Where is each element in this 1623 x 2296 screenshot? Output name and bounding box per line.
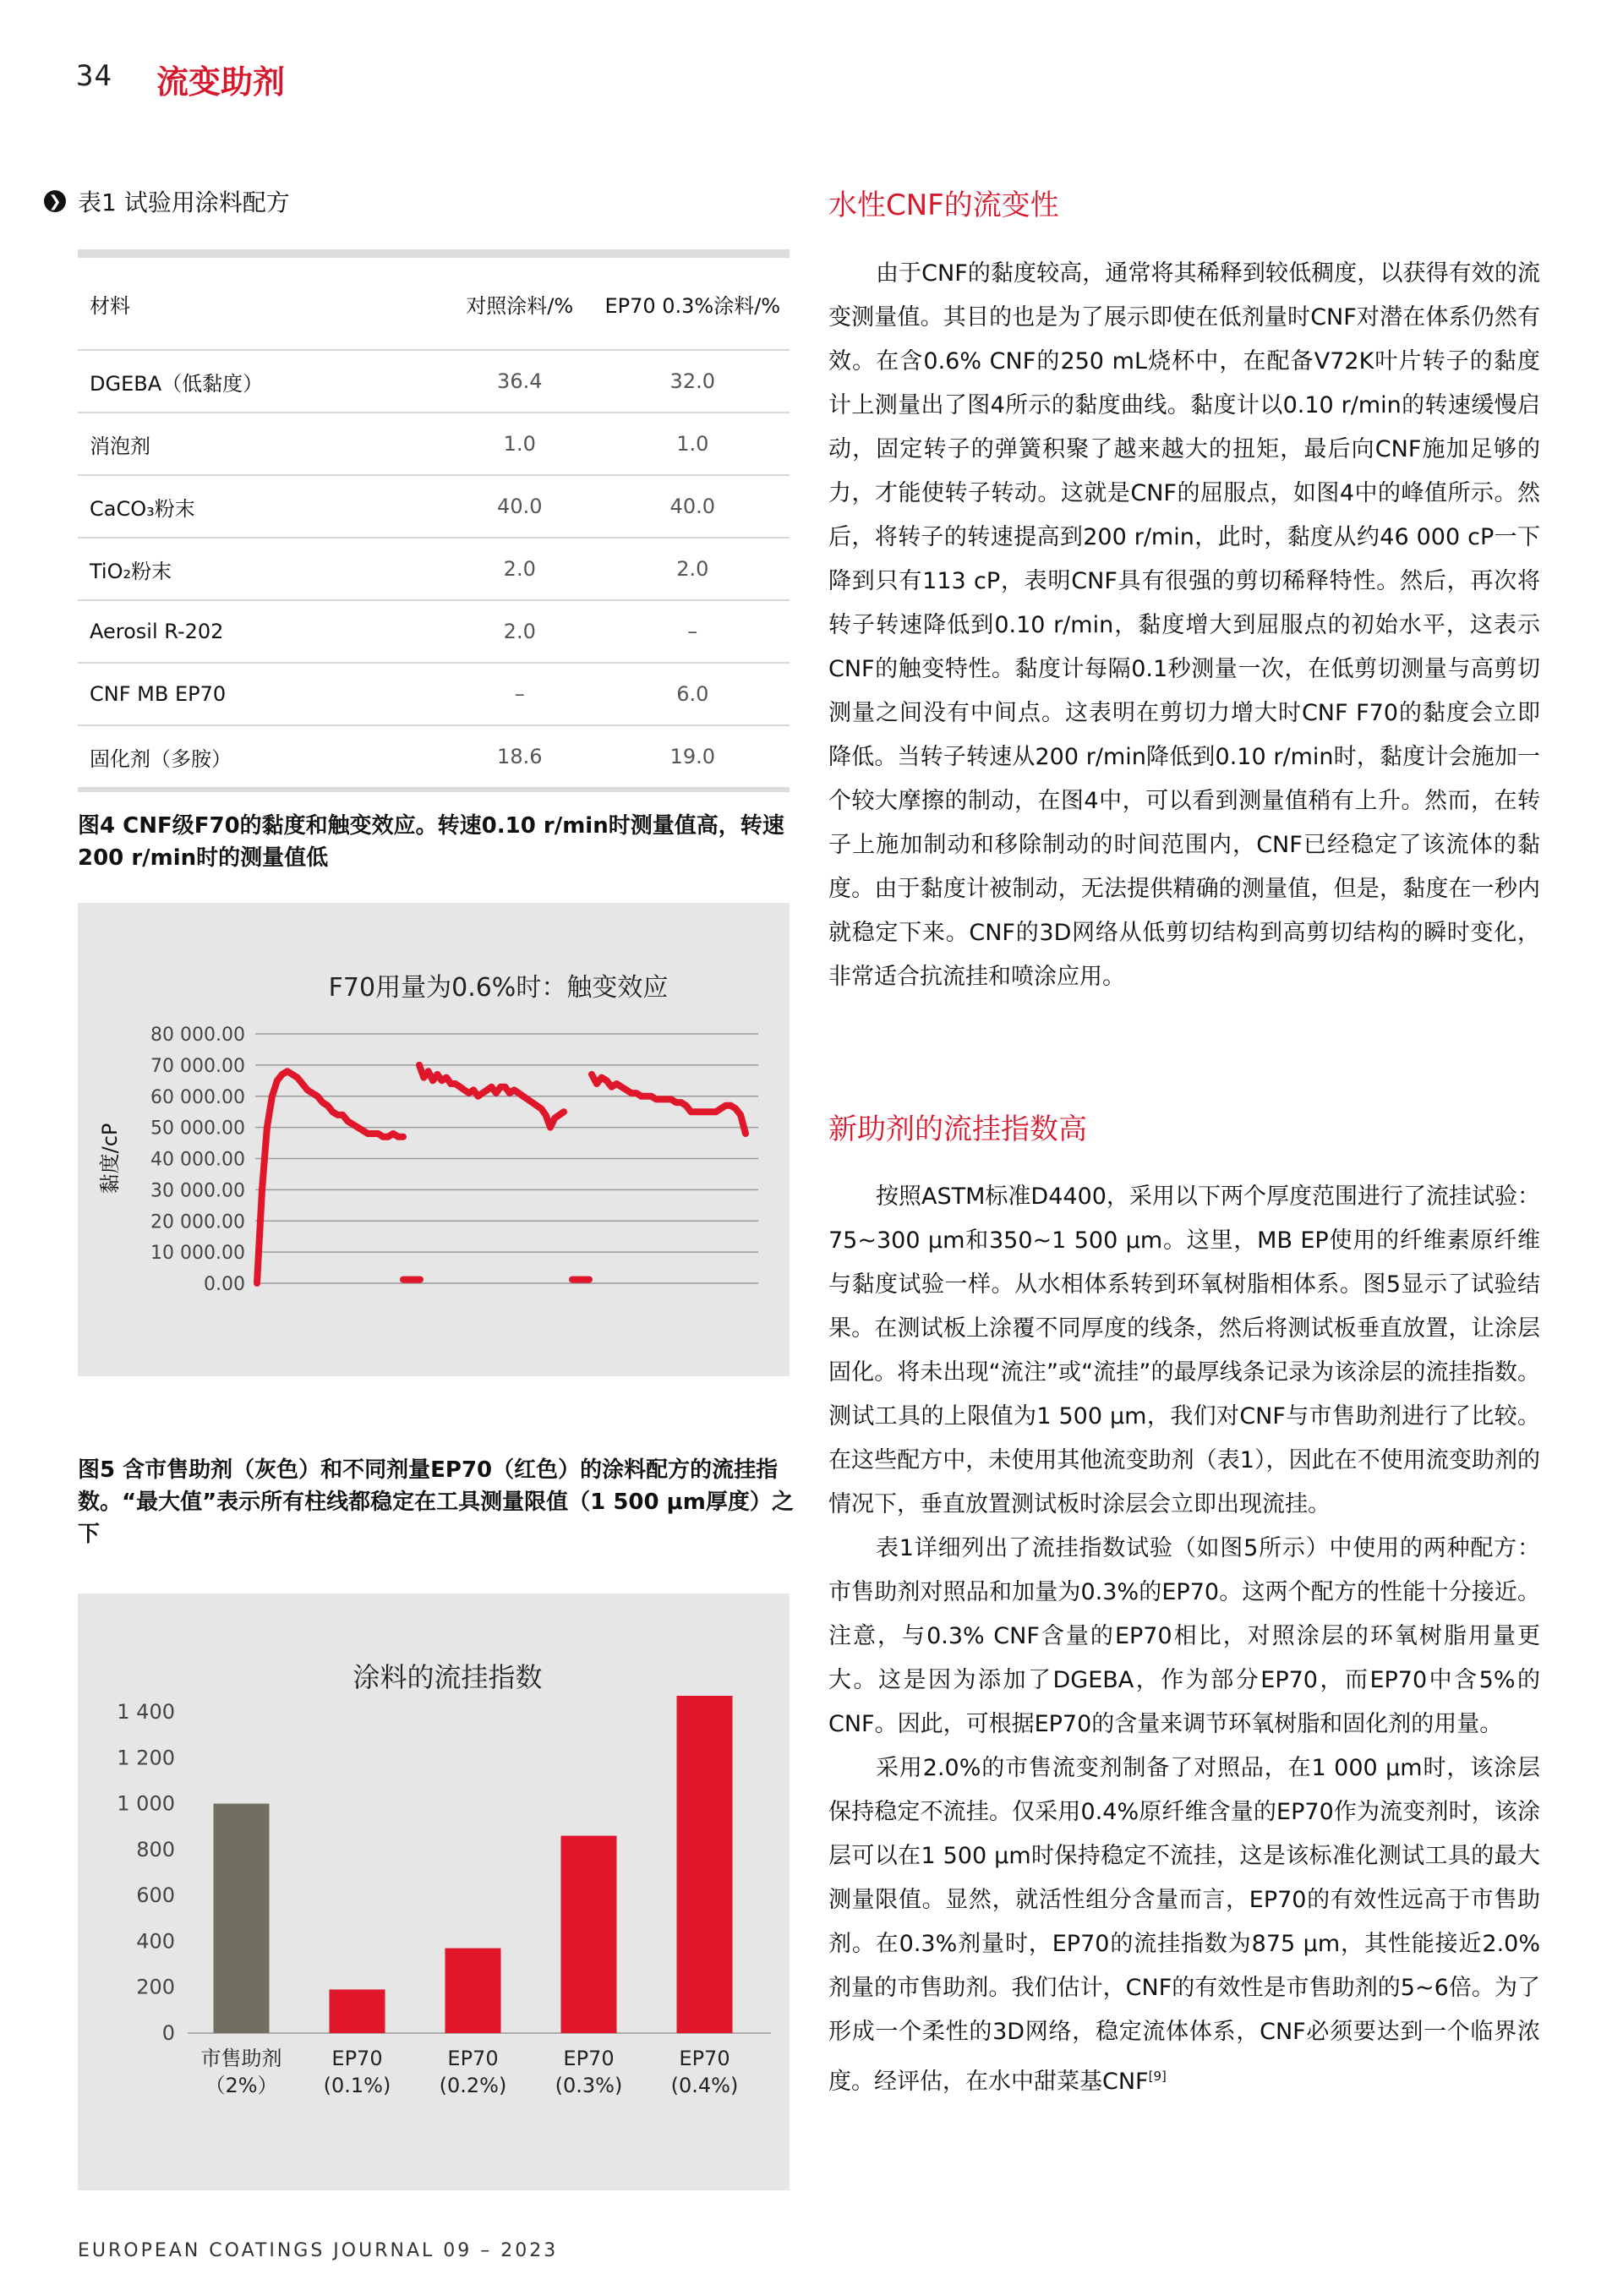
table-row bbox=[78, 476, 790, 538]
table-cell: – bbox=[514, 682, 525, 706]
table-cell: 消泡剂 bbox=[90, 434, 150, 458]
table-caption-text: 表1 试验用涂料配方 bbox=[78, 189, 290, 216]
x-tick-label: EP70 bbox=[331, 2047, 383, 2070]
sag-index-bar-chart bbox=[78, 1594, 790, 2190]
y-tick-label: 70 000.00 bbox=[150, 1055, 245, 1077]
table-cell: 19.0 bbox=[669, 745, 715, 768]
y-tick-label: 20 000.00 bbox=[150, 1211, 245, 1233]
table-cell: 40.0 bbox=[497, 495, 543, 518]
table-cell: Aerosil R-202 bbox=[90, 620, 224, 643]
y-tick-label: 40 000.00 bbox=[150, 1149, 245, 1171]
y-tick-label: 200 bbox=[136, 1975, 175, 1999]
paragraph: 由于CNF的黏度较高，通常将其稀释到较低稠度，以获得有效的流变测量值。其目的也是为了展示即使在低剂量时CNF对潜在体系仍然有效。在含0.6% CNF的250 mL烧杯中，在配备V72K叶片转子的黏度计上测量出了图4所示的黏度曲线。黏度计以0.10 r/min的转速缓慢启动，固定转子的弹簧积聚了越来越大的扭矩，最后向CNF施加足够的力，才能使转子转动。这就是CNF的屈服点，如图4中的峰值所示。然后，将转子的转速提高到200 r/min，此时，黏度从约46 000 cP一下降到只有113 cP，表明CNF具有很强的剪切稀释特性。然后，再次将转子转速降低到0.10 r/min，黏度增大到屈服点的初始水平，这表示CNF的触变特性。黏度计每隔0.1秒测量一次，在低剪切测量与高剪切测量之间没有中间点。这表明在剪切力增大时CNF F70的黏度会立即降低。当转子转速从200 r/min降低到0.10 r/min时，黏度计会施加一个较大摩擦的制动，在图4中，可以看到测量值稍有上升。然而，在转子上施加制动和移除制动的时间范围内，CNF已经稳定了该流体的黏度。由于黏度计被制动，无法提供精确的测量值，但是，黏度在一秒内就稳定下来。CNF的3D网络从低剪切结构到高剪切结构的瞬时变化，非常适合抗流挂和喷涂应用。 bbox=[828, 260, 1540, 990]
bar bbox=[677, 1696, 733, 2033]
section1-title: 水性CNF的流变性 bbox=[828, 189, 1059, 222]
table-row bbox=[78, 726, 790, 787]
bar bbox=[445, 1949, 501, 2033]
chevron-right-icon: ❯ bbox=[44, 190, 66, 212]
figure5-caption: 图5 含市售助剂（灰色）和不同剂量EP70（红色）的涂料配方的流挂指数。“最大值”表示所有柱线都稳定在工具测量限值（1 500 μm厚度）之下 bbox=[78, 1457, 794, 1547]
y-tick-label: 10 000.00 bbox=[150, 1243, 245, 1265]
viscosity-series-line bbox=[592, 1074, 746, 1134]
table-cell: 固化剂（多胺） bbox=[90, 746, 232, 771]
y-tick-label: 0.00 bbox=[204, 1274, 245, 1295]
x-tick-label: (0.1%) bbox=[323, 2074, 391, 2097]
figure5-chart bbox=[78, 1594, 790, 2190]
table-cell: 32.0 bbox=[669, 369, 715, 393]
x-tick-label: (0.4%) bbox=[670, 2074, 739, 2097]
figure4-chart bbox=[78, 903, 790, 1376]
bar bbox=[330, 1989, 385, 2033]
table-cell: 36.4 bbox=[497, 369, 543, 393]
x-tick-label: 市售助剂 bbox=[200, 2047, 282, 2070]
x-tick-label: (0.3%) bbox=[555, 2074, 623, 2097]
table-row bbox=[78, 351, 790, 413]
table-cell: CaCO₃粉末 bbox=[90, 496, 195, 521]
bar bbox=[561, 1836, 617, 2033]
table-cell: 1.0 bbox=[503, 432, 536, 456]
y-tick-label: 1 200 bbox=[117, 1746, 175, 1770]
bar bbox=[214, 1804, 270, 2033]
y-tick-label: 800 bbox=[136, 1837, 175, 1861]
section1-body bbox=[828, 252, 1540, 999]
section2-title: 新助剂的流挂指数高 bbox=[828, 1112, 1087, 1146]
y-tick-label: 1 000 bbox=[117, 1791, 175, 1816]
table-row bbox=[78, 601, 790, 664]
journal-footer: EUROPEAN COATINGS JOURNAL 09 – 2023 bbox=[78, 2240, 559, 2261]
table-cell: 1.0 bbox=[676, 432, 709, 456]
table-caption bbox=[44, 184, 290, 218]
chart-title: 涂料的流挂指数 bbox=[352, 1661, 543, 1693]
table-cell: 2.0 bbox=[503, 620, 536, 643]
y-axis-label: 黏度/cP bbox=[98, 1123, 122, 1194]
table-cell: – bbox=[687, 620, 698, 643]
page-number: 34 bbox=[76, 59, 112, 93]
table-cell: DGEBA（低黏度） bbox=[90, 371, 264, 396]
y-tick-label: 30 000.00 bbox=[150, 1180, 245, 1202]
formulation-table bbox=[78, 249, 790, 792]
section2-body bbox=[828, 1175, 1540, 2104]
y-tick-label: 80 000.00 bbox=[150, 1025, 245, 1046]
y-tick-label: 50 000.00 bbox=[150, 1118, 245, 1140]
table-header-row bbox=[78, 258, 790, 351]
table-row bbox=[78, 538, 790, 601]
figure4-caption: 图4 CNF级F70的黏度和触变效应。转速0.10 r/min时测量值高，转速200 r/min时的测量值低 bbox=[78, 813, 784, 871]
reference-mark: [9] bbox=[1148, 2069, 1167, 2084]
x-tick-label: （2%） bbox=[205, 2074, 278, 2097]
paragraph-text: 采用2.0%的市售流变剂制备了对照品，在1 000 μm时，该涂层保持稳定不流挂。仅采用0.4%原纤维含量的EP70作为流变剂时，该涂层可以在1 500 μm时保持稳定不流挂，这是该标准化测试工具的最大测量限值。显然，就活性组分含量而言，EP70的有效性远高于市售助剂。在0.3%剂量时，EP70的流挂指数为875 μm，其性能接近2.0%剂量的市售助剂。我们估计，CNF的有效性是市售助剂的5~6倍。为了形成一个柔性的3D网络，稳定流体体系，CNF必须要达到一个临界浓度。经评估，在水中甜菜基CNF bbox=[828, 1755, 1540, 2095]
running-title: 流变助剂 bbox=[156, 63, 286, 101]
y-tick-label: 600 bbox=[136, 1883, 175, 1908]
table-cell: TiO₂粉末 bbox=[90, 559, 172, 583]
table-cell: 18.6 bbox=[497, 745, 543, 768]
table-cell: 6.0 bbox=[676, 682, 709, 706]
y-tick-label: 60 000.00 bbox=[150, 1086, 245, 1108]
y-tick-label: 0 bbox=[161, 2021, 175, 2045]
table-cell: 2.0 bbox=[676, 557, 709, 581]
column-header: 对照涂料/% bbox=[466, 293, 574, 318]
chart-title: F70用量为0.6%时：触变效应 bbox=[328, 973, 669, 1003]
x-tick-label: (0.2%) bbox=[439, 2074, 507, 2097]
table-cell: 40.0 bbox=[669, 495, 715, 518]
viscosity-line-chart bbox=[78, 903, 790, 1376]
paragraph: 按照ASTM标准D4400，采用以下两个厚度范围进行了流挂试验：75~300 μm和350~1 500 μm。这里，MB EP使用的纤维素原纤维与黏度试验一样。从水相体系转到环氧树脂相体系。图5显示了试验结果。在测试板上涂覆不同厚度的线条，然后将测试板垂直放置，让涂层固化。将未出现“流注”或“流挂”的最厚线条记录为该涂层的流挂指数。测试工具的上限值为1 500 μm，我们对CNF与市售助剂进行了比较。在这些配方中，未使用其他流变助剂（表1），因此在不使用流变助剂的情况下，垂直放置测试板时涂层会立即出现流挂。 bbox=[828, 1184, 1540, 1517]
y-tick-label: 400 bbox=[136, 1929, 175, 1954]
table-cell: 2.0 bbox=[503, 557, 536, 581]
table-cell: CNF MB EP70 bbox=[90, 682, 227, 706]
column-header: 材料 bbox=[90, 293, 130, 318]
x-tick-label: EP70 bbox=[447, 2047, 499, 2070]
table-row bbox=[78, 664, 790, 726]
paragraph: 表1详细列出了流挂指数试验（如图5所示）中使用的两种配方：市售助剂对照品和加量为0.3%的EP70。这两个配方的性能十分接近。注意，与0.3% CNF含量的EP70相比，对照涂层的环氧树脂用量更大。这是因为添加了DGEBA，作为部分EP70，而EP70中含5%的CNF。因此，可根据EP70的含量来调节环氧树脂和固化剂的用量。 bbox=[828, 1535, 1540, 1737]
x-tick-label: EP70 bbox=[563, 2047, 615, 2070]
y-tick-label: 1 400 bbox=[117, 1700, 175, 1724]
paragraph bbox=[828, 1747, 1540, 2104]
table-row bbox=[78, 413, 790, 476]
column-header: EP70 0.3%涂料/% bbox=[604, 293, 781, 318]
x-tick-label: EP70 bbox=[679, 2047, 730, 2070]
